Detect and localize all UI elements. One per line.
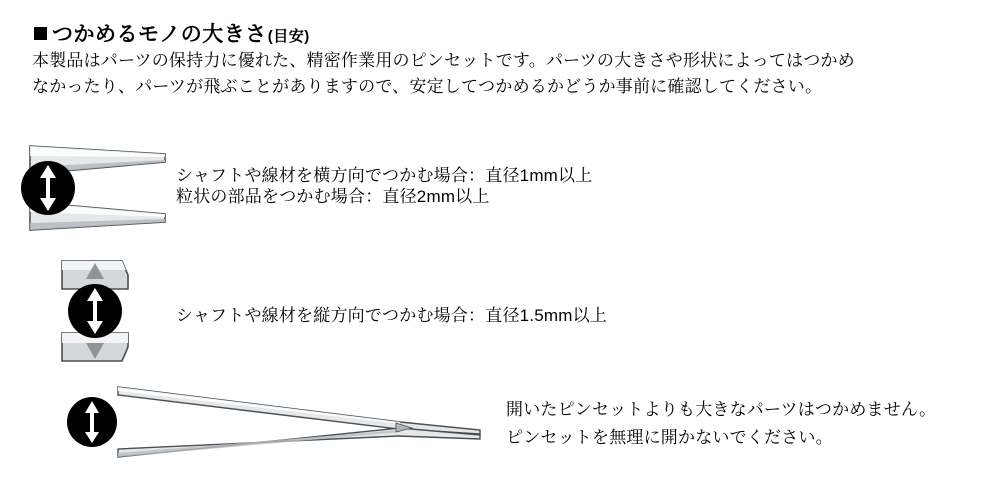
spec-row-horizontal (0, 140, 1000, 235)
intro-paragraph (32, 48, 962, 100)
figure-tweezer-tips-horizontal-gap (0, 140, 170, 245)
caption-row3-line2: ピンセットを無理に開かないでください。 (506, 428, 833, 447)
intro-line-2: なかったり、パーツが飛ぶことがありますので、安定してつかめるかどうか事前に確認してください。 (32, 77, 823, 96)
intro-line-1: 本製品はパーツの保持力に優れた、精密作業用のピンセットです。パーツの大きさや形状によってはつかめ (32, 51, 855, 70)
caption-row2-line1: シャフトや線材を縦方向でつかむ場合：直径1.5mm以上 (176, 306, 608, 325)
page-title-text: つかめるモノの大きさ (52, 23, 267, 46)
caption-row1-line1: シャフトや線材を横方向でつかむ場合：直径1mm以上 (176, 166, 593, 185)
caption-row1-line2: 粒状の部品をつかむ場合：直径2mm以上 (176, 187, 490, 206)
page-title-subtitle: (目安) (267, 28, 310, 45)
spec-row-vertical (0, 255, 1000, 365)
figure-tweezer-tips-vertical-gap (0, 255, 170, 370)
caption-row3-line1: 開いたピンセットよりも大きなパーツはつかめません。 (506, 400, 937, 419)
spec-row-opened (0, 382, 1000, 462)
figure-tweezers-opened (0, 382, 500, 467)
square-bullet-icon (34, 27, 47, 40)
page-title (34, 18, 310, 48)
